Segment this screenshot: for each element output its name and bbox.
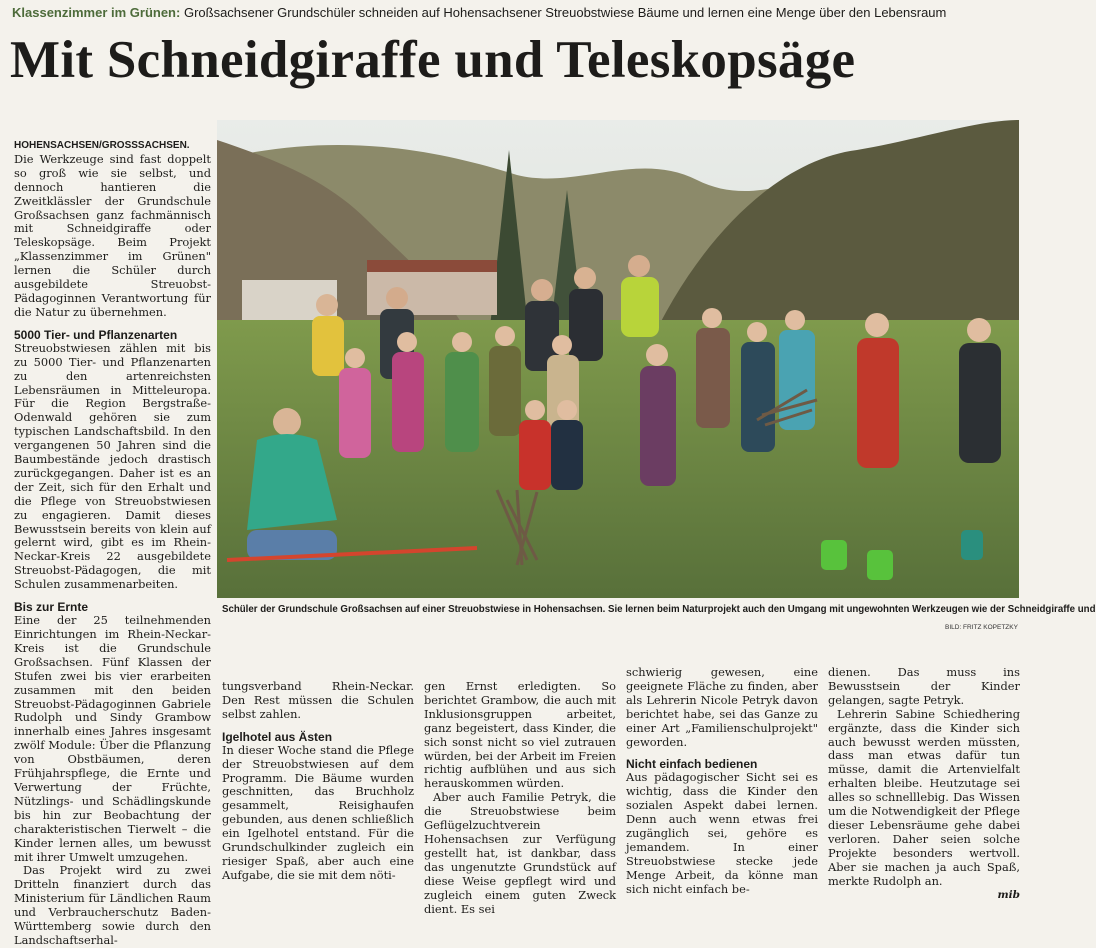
author-initials: mib — [997, 888, 1020, 901]
intro-text: Die Werkzeuge sind fast doppelt so groß wie sie selbst, und dennoch hantieren die Zweitklässler der Grundschule Großsachsen ganz fachmännisch mit Schneidgiraffe oder Teleskopsäge. Beim Projekt „Klassenzimmer im Grünen" lernen die Schüler durch ausgebildete Streuobst-Pädagoginnen Verantwortung für die Natur zu übernehmen. — [14, 151, 211, 319]
photo-caption: Schüler der Grundschule Großsachsen auf einer Streuobstwiese in Hohensachsen. Sie lernen beim Naturprojekt auch den Umgang mit ungewohnten Werkzeugen wie der Schneidgiraffe und — [222, 604, 1096, 615]
paragraph-col2-a: tungsverband Rhein-Neckar. Den Rest müssen die Schulen selbst zahlen. — [222, 679, 414, 721]
paragraph-funding: Das Projekt wird zu zwei Dritteln finanziert durch das Ministerium für Ländlichen Raum und Verbraucherschutz Baden-Württemberg sowie durch den Landschaftserhal- — [14, 863, 211, 947]
kicker-lead: Klassenzimmer im Grünen: — [12, 5, 181, 20]
column-5 — [828, 665, 1020, 901]
subheading-harvest: Bis zur Ernte — [14, 600, 89, 615]
group-photo — [217, 120, 1019, 598]
subheading-igelhotel: Igelhotel aus Ästen — [222, 729, 333, 744]
paragraph-col5-b: Lehrerin Sabine Schiedhering ergänzte, dass die Kinder sich auch bewusst werden müssten, dass man etwas dafür tun müsse, damit die Artenvielfalt erhalten bleibe. Heutzutage sei alles so schnelllebig. Das Wissen um die Notwendigkeit der Pflege dieser Lebensräume gehe dabei verloren. Daher seien solche Projekte besonders wertvoll. Aber sie machen ja auch Spaß, merkte Rudolph an. — [828, 706, 1020, 888]
subheading-species: 5000 Tier- und Pflanzenarten — [14, 327, 178, 342]
dateline: HOHENSACHSEN/GROSSSACHSEN. — [14, 140, 190, 151]
kicker — [12, 4, 1017, 21]
column-3 — [424, 679, 616, 916]
paragraph-species: Streuobstwiesen zählen mit bis zu 5000 Tier- und Pflanzenarten zu den artenreichsten Lebensräumen in Mitteleuropa. Für die Region Bergstraße-Odenwald gehören sie zum typischen Landschaftsbild. In den vergangenen 50 Jahren sind die Baumbestände jedoch drastisch zurückgegangen. Daher ist es an der Zeit, sich für den Erhalt und die Pflege von Streuobstwiesen zu engagieren. Damit dieses Bewusstsein bereits von klein auf gelernt wird, gibt es im Rhein-Neckar-Kreis 22 ausgebildete Streuobst-Pädagogen, die mit Schulen zusammenarbeiten. — [14, 340, 211, 592]
paragraph-col2-b: In dieser Woche stand die Pflege der Streuobstwiesen auf dem Programm. Die Bäume wurden geschnitten, das Bruchholz gesammelt, Reisighaufen gebunden, aus denen schließlich ein Igelhotel entstand. Für die Grundschulkinder zugleich ein riesiger Spaß, aber auch eine Aufgabe, die sie mit dem nöti- — [222, 742, 414, 882]
paragraph-col4-a: schwierig gewesen, eine geeignete Fläche zu finden, aber als Lehrerin Nicole Petryk davon berichtet habe, sei das Ganze zu einer Art „Familienschulprojekt" geworden. — [626, 665, 818, 749]
group-photo-illustration — [217, 120, 1019, 598]
headline: Mit Schneidgiraffe und Teleskopsäge — [10, 31, 856, 89]
subheading-nicht-einfach: Nicht einfach bedienen — [626, 757, 758, 772]
paragraph-col5-a: dienen. Das muss ins Bewusstsein der Kinder gelangen, sagte Petryk. — [828, 665, 1020, 707]
kicker-text: Großsachsener Grundschüler schneiden auf Hohensachsener Streuobstwiese Bäume und lernen eine Menge über den Lebensraum — [183, 5, 947, 20]
paragraph-col3-a: gen Ernst erledigten. So berichtet Grambow, die auch mit Inklusionsgruppen arbeitet, ganz begeistert, dass Kinder, die sich sonst nicht so viel zutrauen würden, bei der Arbeit im Freien richtig aufblühen und aus sich herauskommen würden. — [424, 679, 616, 791]
paragraph-col3-b: Aber auch Familie Petryk, die die Streuobstwiese beim Geflügelzuchtverein Hohensachsen zur Verfügung gestellt hat, ist dankbar, dass das ungenutzte Grundstück auf diese Weise gepflegt wird und zugleich einem guten Zweck dient. Es sei — [424, 790, 616, 916]
paragraph-harvest: Eine der 25 teilnehmenden Einrichtungen im Rhein-Neckar-Kreis ist die Grundschule Großsachsen. Fünf Klassen der Stufen zwei bis vier erarbeiten zusammen mit den beiden Streuobst-Pädagoginnen Gabriele Rudolph und Sindy Grambow innerhalb eines Jahres insgesamt zwölf Module: Über die Pflanzung von Obstbäumen, deren Frühjahrspflege, die Ernte und Verwertung der Früchte, Nützlings- und Schädlingskunde bis hin zur Beobachtung der charakteristischen Tierwelt – die Kinder lernen alles, um bewusst mit ihrer Umwelt umzugehen. — [14, 613, 211, 864]
column-1 — [14, 138, 211, 947]
photo-credit: BILD: FRITZ KOPETZKY — [945, 624, 1018, 631]
paragraph-col4-b: Aus pädagogischer Sicht sei es wichtig, dass die Kinder den sozialen Aspekt dabei lernen. Denn auch wenn etwas frei zugänglich sei, gehöre es jemandem. In einer Streuobstwiese stecke jede Menge Arbeit, da könne man sich nicht einfach be- — [626, 770, 818, 896]
column-2 — [222, 680, 414, 890]
column-4 — [626, 665, 818, 896]
